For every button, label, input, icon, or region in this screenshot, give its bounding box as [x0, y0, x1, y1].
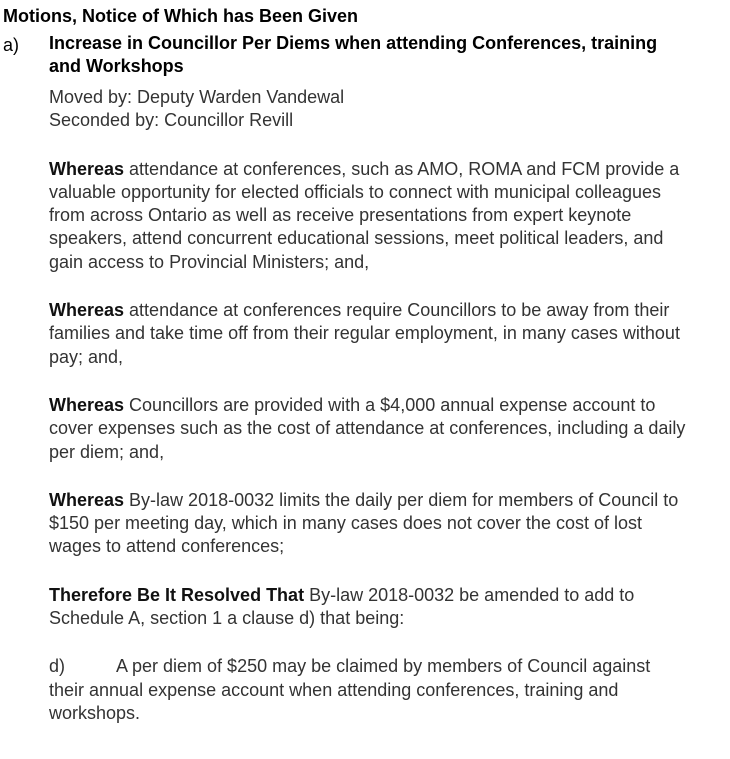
- section-heading: Motions, Notice of Which has Been Given: [3, 6, 359, 26]
- whereas-paragraph-1: [49, 158, 689, 274]
- paragraph-text: attendance at conferences, such as AMO, ROMA and FCM provide a valuable opportunity for elected officials to connect with municipal colleagues from across Ontario as well as receive presentations from expert keynote speakers, attend concurrent educational sessions, meet political leaders, and gain access to Provincial Ministers; and,: [49, 158, 680, 272]
- motion-body: [49, 86, 689, 725]
- whereas-paragraph-4: [49, 489, 689, 559]
- paragraph-text: By-law 2018-0032 be amended to add to Schedule A, section 1 a clause d) that being:: [49, 584, 635, 629]
- paragraph-text: By-law 2018-0032 limits the daily per diem for members of Council to $150 per meeting day, which in many cases does not cover the cost of lost wages to attend conferences;: [49, 489, 679, 557]
- seconded-by: Seconded by: Councillor Revill: [49, 110, 294, 131]
- whereas-paragraph-3: [49, 394, 689, 464]
- paragraph-lead: Whereas: [49, 394, 125, 415]
- whereas-paragraph-2: [49, 299, 689, 369]
- motion-title: Increase in Councillor Per Diems when attending Conferences, training and Workshops: [49, 33, 658, 76]
- paragraph-lead: Therefore Be It Resolved That: [49, 584, 305, 605]
- paragraph-lead: Whereas: [49, 300, 125, 321]
- paragraph-lead: Whereas: [49, 158, 125, 179]
- paragraph-text: attendance at conferences require Councillors to be away from their families and take time off from their regular employment, in many cases without pay; and,: [49, 300, 680, 367]
- clause-label: d): [49, 656, 66, 677]
- resolution-paragraph: [49, 584, 689, 631]
- item-letter: a): [3, 35, 20, 55]
- moved-by: Moved by: Deputy Warden Vandewal: [49, 87, 345, 107]
- clause-text: A per diem of $250 may be claimed by members of Council against their annual expense account when attending conferences, training and workshops.: [49, 656, 651, 723]
- paragraph-lead: Whereas: [49, 489, 125, 510]
- paragraph-text: Councillors are provided with a $4,000 annual expense account to cover expenses such as the cost of attendance at conferences, including a daily per diem; and,: [49, 394, 686, 462]
- clause-d: [49, 655, 689, 725]
